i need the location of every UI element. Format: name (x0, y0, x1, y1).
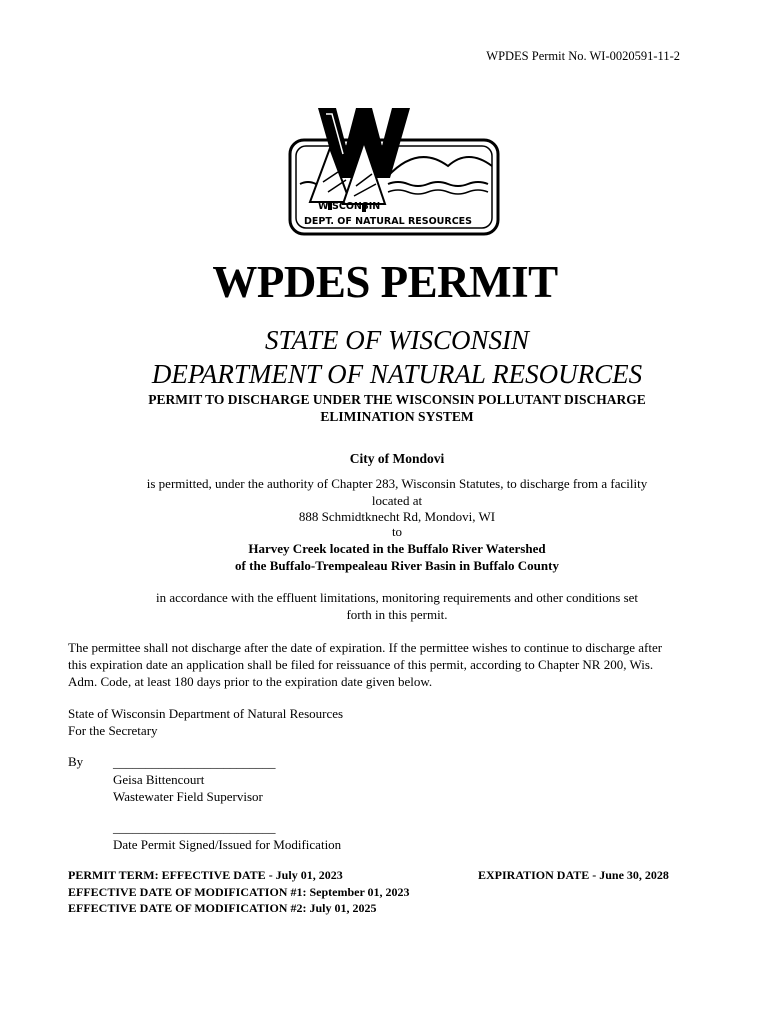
department-heading: DEPARTMENT OF NATURAL RESOURCES (151, 359, 643, 389)
date-signed-label: Date Permit Signed/Issued for Modification (113, 837, 342, 852)
receiving-water (60, 541, 734, 574)
signature-line: _________________________ (113, 755, 276, 770)
conditions-line2: forth in this permit. (346, 606, 448, 622)
modification-2-date: EFFECTIVE DATE OF MODIFICATION #2: July 01, 2025 (68, 901, 377, 915)
effective-date: PERMIT TERM: EFFECTIVE DATE - July 01, 2023 (68, 868, 343, 882)
receiving-water-line2: of the Buffalo-Trempealeau River Basin in Buffalo County (235, 557, 559, 573)
date-signed-block (113, 819, 341, 853)
agency-block (68, 705, 713, 739)
signer-title: Wastewater Field Supervisor (113, 789, 263, 804)
agency-line1: State of Wisconsin Department of Natural Resources (68, 706, 344, 721)
wdnr-logo (288, 104, 500, 238)
permit-number: WPDES Permit No. WI-0020591-11-2 (486, 49, 680, 63)
date-signed-line: _________________________ (113, 820, 276, 835)
permit-terms (68, 867, 410, 917)
agency-line2: For the Secretary (68, 723, 158, 738)
by-label: By (68, 754, 84, 769)
expiration-paragraph-line2: this expiration date an application shall be filed for reissuance of this permit, according to Chapter NR 200, Wis. (68, 657, 654, 672)
permit-to-line1: PERMIT TO DISCHARGE UNDER THE WISCONSIN POLLUTANT DISCHARGE (148, 392, 646, 407)
conditions-text (60, 590, 734, 623)
permit-to-line2: ELIMINATION SYSTEM (320, 409, 474, 424)
receiving-water-line1: Harvey Creek located in the Buffalo River Watershed (248, 541, 546, 556)
expiration-paragraph-line1: The permittee shall not discharge after the date of expiration. If the permittee wishes to continue to discharge after (68, 640, 663, 655)
facility-address: 888 Schmidtknecht Rd, Mondovi, WI (298, 509, 496, 524)
authority-line2: located at (371, 492, 423, 508)
page-title: WPDES PERMIT (212, 257, 558, 307)
signer-name: Geisa Bittencourt (113, 772, 205, 787)
permit-to-heading (60, 391, 734, 425)
to-word: to (391, 524, 403, 539)
modification-1-date: EFFECTIVE DATE OF MODIFICATION #1: September 01, 2023 (68, 884, 410, 899)
authority-line1: is permitted, under the authority of Chapter 283, Wisconsin Statutes, to discharge from a facility (146, 476, 648, 491)
expiration-date: EXPIRATION DATE - June 30, 2028 (478, 868, 669, 882)
state-heading: STATE OF WISCONSIN (264, 325, 529, 355)
expiration-paragraph (68, 639, 713, 690)
logo-line2: DEPT. OF NATURAL RESOURCES (304, 216, 473, 227)
expiration-paragraph-line3: Adm. Code, at least 180 days prior to the expiration date given below. (68, 674, 433, 689)
logo-line1: WISCONSIN (318, 201, 381, 212)
permittee-name: City of Mondovi (349, 451, 445, 466)
authority-block (60, 476, 734, 526)
conditions-line1: in accordance with the effluent limitations, monitoring requirements and other conditions set (155, 590, 639, 605)
signature-block (113, 754, 276, 805)
